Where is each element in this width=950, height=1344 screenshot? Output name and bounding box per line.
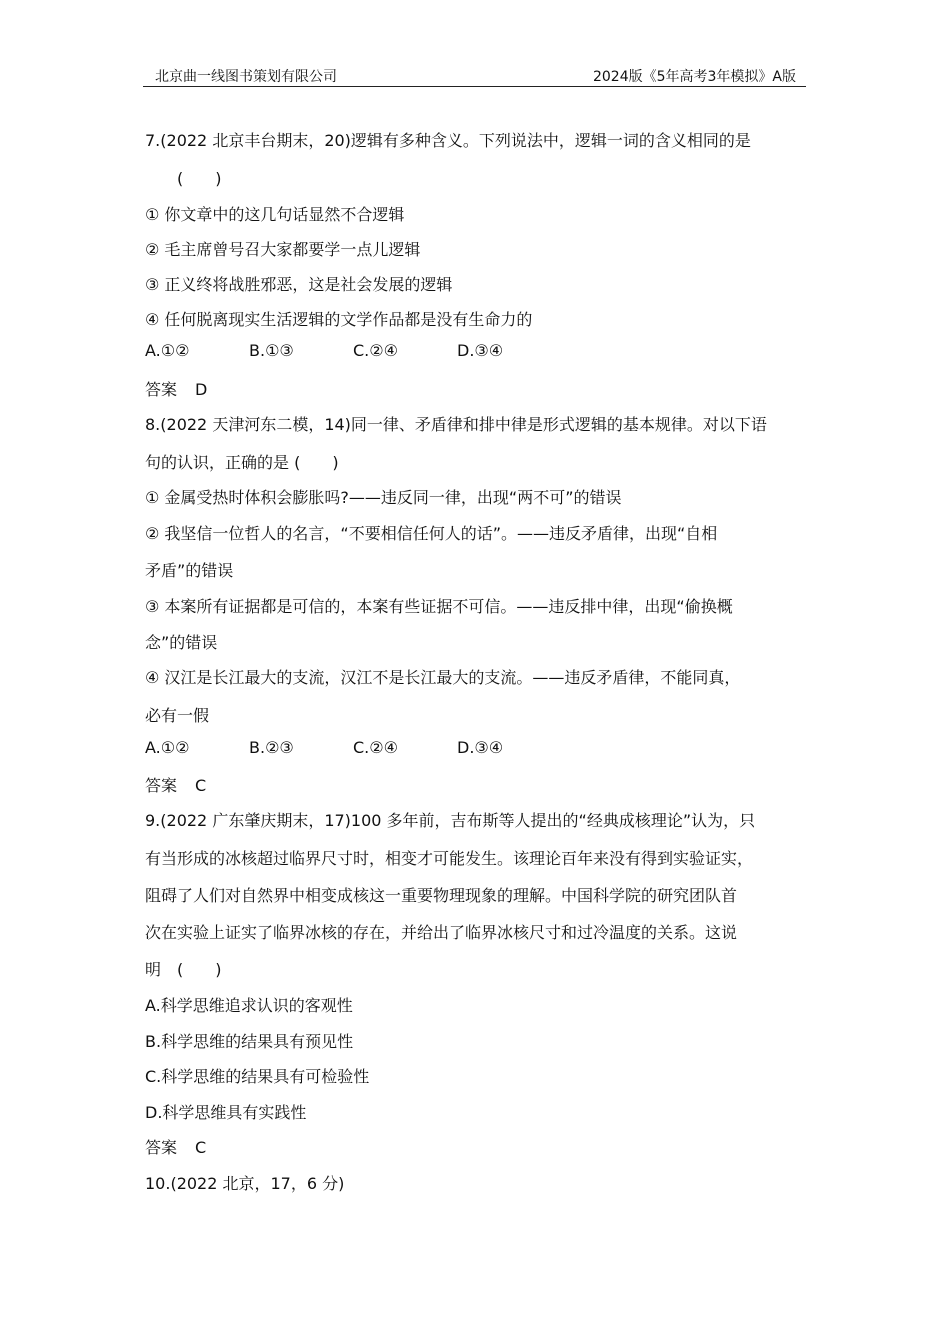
q8-answer-value: C	[195, 776, 207, 795]
q8-option-c: C.②④	[353, 738, 398, 757]
q8-options	[145, 738, 503, 757]
q8-option-a: A.①②	[145, 738, 190, 757]
book-edition: 2024版《5年高考3年模拟》A版	[592, 69, 796, 85]
q7-option-d: D.③④	[457, 341, 504, 360]
q7-item-1: ① 你文章中的这几句话显然不合逻辑	[145, 205, 405, 224]
page-header	[143, 66, 806, 87]
q7-item-4: ④ 任何脱离现实生活逻辑的文学作品都是没有生命力的	[145, 310, 533, 329]
q8-answer	[145, 773, 206, 796]
q9-option-d: D.科学思维具有实践性	[145, 1103, 307, 1122]
q9-option-a: A.科学思维追求认识的客观性	[145, 996, 353, 1015]
q7-answer-label: 答案	[145, 380, 178, 399]
q7-options	[145, 341, 503, 360]
q7-stem: 7.(2022 北京丰台期末，20)逻辑有多种含义。下列说法中，逻辑一词的含义相同的是	[145, 131, 751, 150]
q9-stem-line-3: 阻碍了人们对自然界中相变成核这一重要物理现象的理解。中国科学院的研究团队首	[145, 886, 738, 905]
q9-stem-line-1: 9.(2022 广东肇庆期末，17)100 多年前，吉布斯等人提出的“经典成核理论”认为，只	[145, 811, 756, 830]
q9-answer	[145, 1135, 206, 1158]
q9-option-b: B.科学思维的结果具有预见性	[145, 1032, 354, 1051]
q8-item-3-line-1: ③ 本案所有证据都是可信的，本案有些证据不可信。——违反排中律，出现“偷换概	[145, 597, 733, 616]
q8-item-2-line-1: ② 我坚信一位哲人的名言，“不要相信任何人的话”。——违反矛盾律，出现“自相	[145, 524, 718, 543]
q9-answer-value: C	[195, 1138, 207, 1157]
q7-answer-bracket: ( )	[177, 169, 222, 188]
q8-option-d: D.③④	[457, 738, 504, 757]
q8-answer-label: 答案	[145, 776, 178, 795]
q8-stem-line-2: 句的认识，正确的是 ( )	[145, 453, 339, 472]
q7-option-c: C.②④	[353, 341, 398, 360]
q10-stem: 10.(2022 北京，17，6 分)	[145, 1174, 345, 1193]
q9-option-c: C.科学思维的结果具有可检验性	[145, 1067, 370, 1086]
q7-item-3: ③ 正义终将战胜邪恶，这是社会发展的逻辑	[145, 275, 453, 294]
q8-item-4-line-1: ④ 汉江是长江最大的支流，汉江不是长江最大的支流。——违反矛盾律，不能同真，	[145, 668, 741, 687]
q8-stem-line-1: 8.(2022 天津河东二模，14)同一律、矛盾律和排中律是形式逻辑的基本规律。对以下语	[145, 415, 767, 434]
q7-answer-value: D	[195, 380, 208, 399]
q8-item-3-line-2: 念”的错误	[145, 633, 218, 652]
publisher-name: 北京曲一线图书策划有限公司	[155, 69, 337, 85]
q7-answer	[145, 377, 207, 400]
q8-item-2-line-2: 矛盾”的错误	[145, 561, 234, 580]
q9-stem-line-5: 明 ( )	[145, 960, 222, 979]
q8-item-1: ① 金属受热时体积会膨胀吗?——违反同一律，出现“两不可”的错误	[145, 488, 622, 507]
q8-item-4-line-2: 必有一假	[145, 706, 210, 725]
q7-option-a: A.①②	[145, 341, 190, 360]
q9-stem-line-4: 次在实验上证实了临界冰核的存在，并给出了临界冰核尺寸和过冷温度的关系。这说	[145, 923, 738, 942]
q9-answer-label: 答案	[145, 1138, 178, 1157]
q7-item-2: ② 毛主席曾号召大家都要学一点儿逻辑	[145, 240, 421, 259]
q7-option-b: B.①③	[249, 341, 294, 360]
q9-stem-line-2: 有当形成的冰核超过临界尺寸时，相变才可能发生。该理论百年来没有得到实验证实，	[145, 849, 754, 868]
q8-option-b: B.②③	[249, 738, 294, 757]
